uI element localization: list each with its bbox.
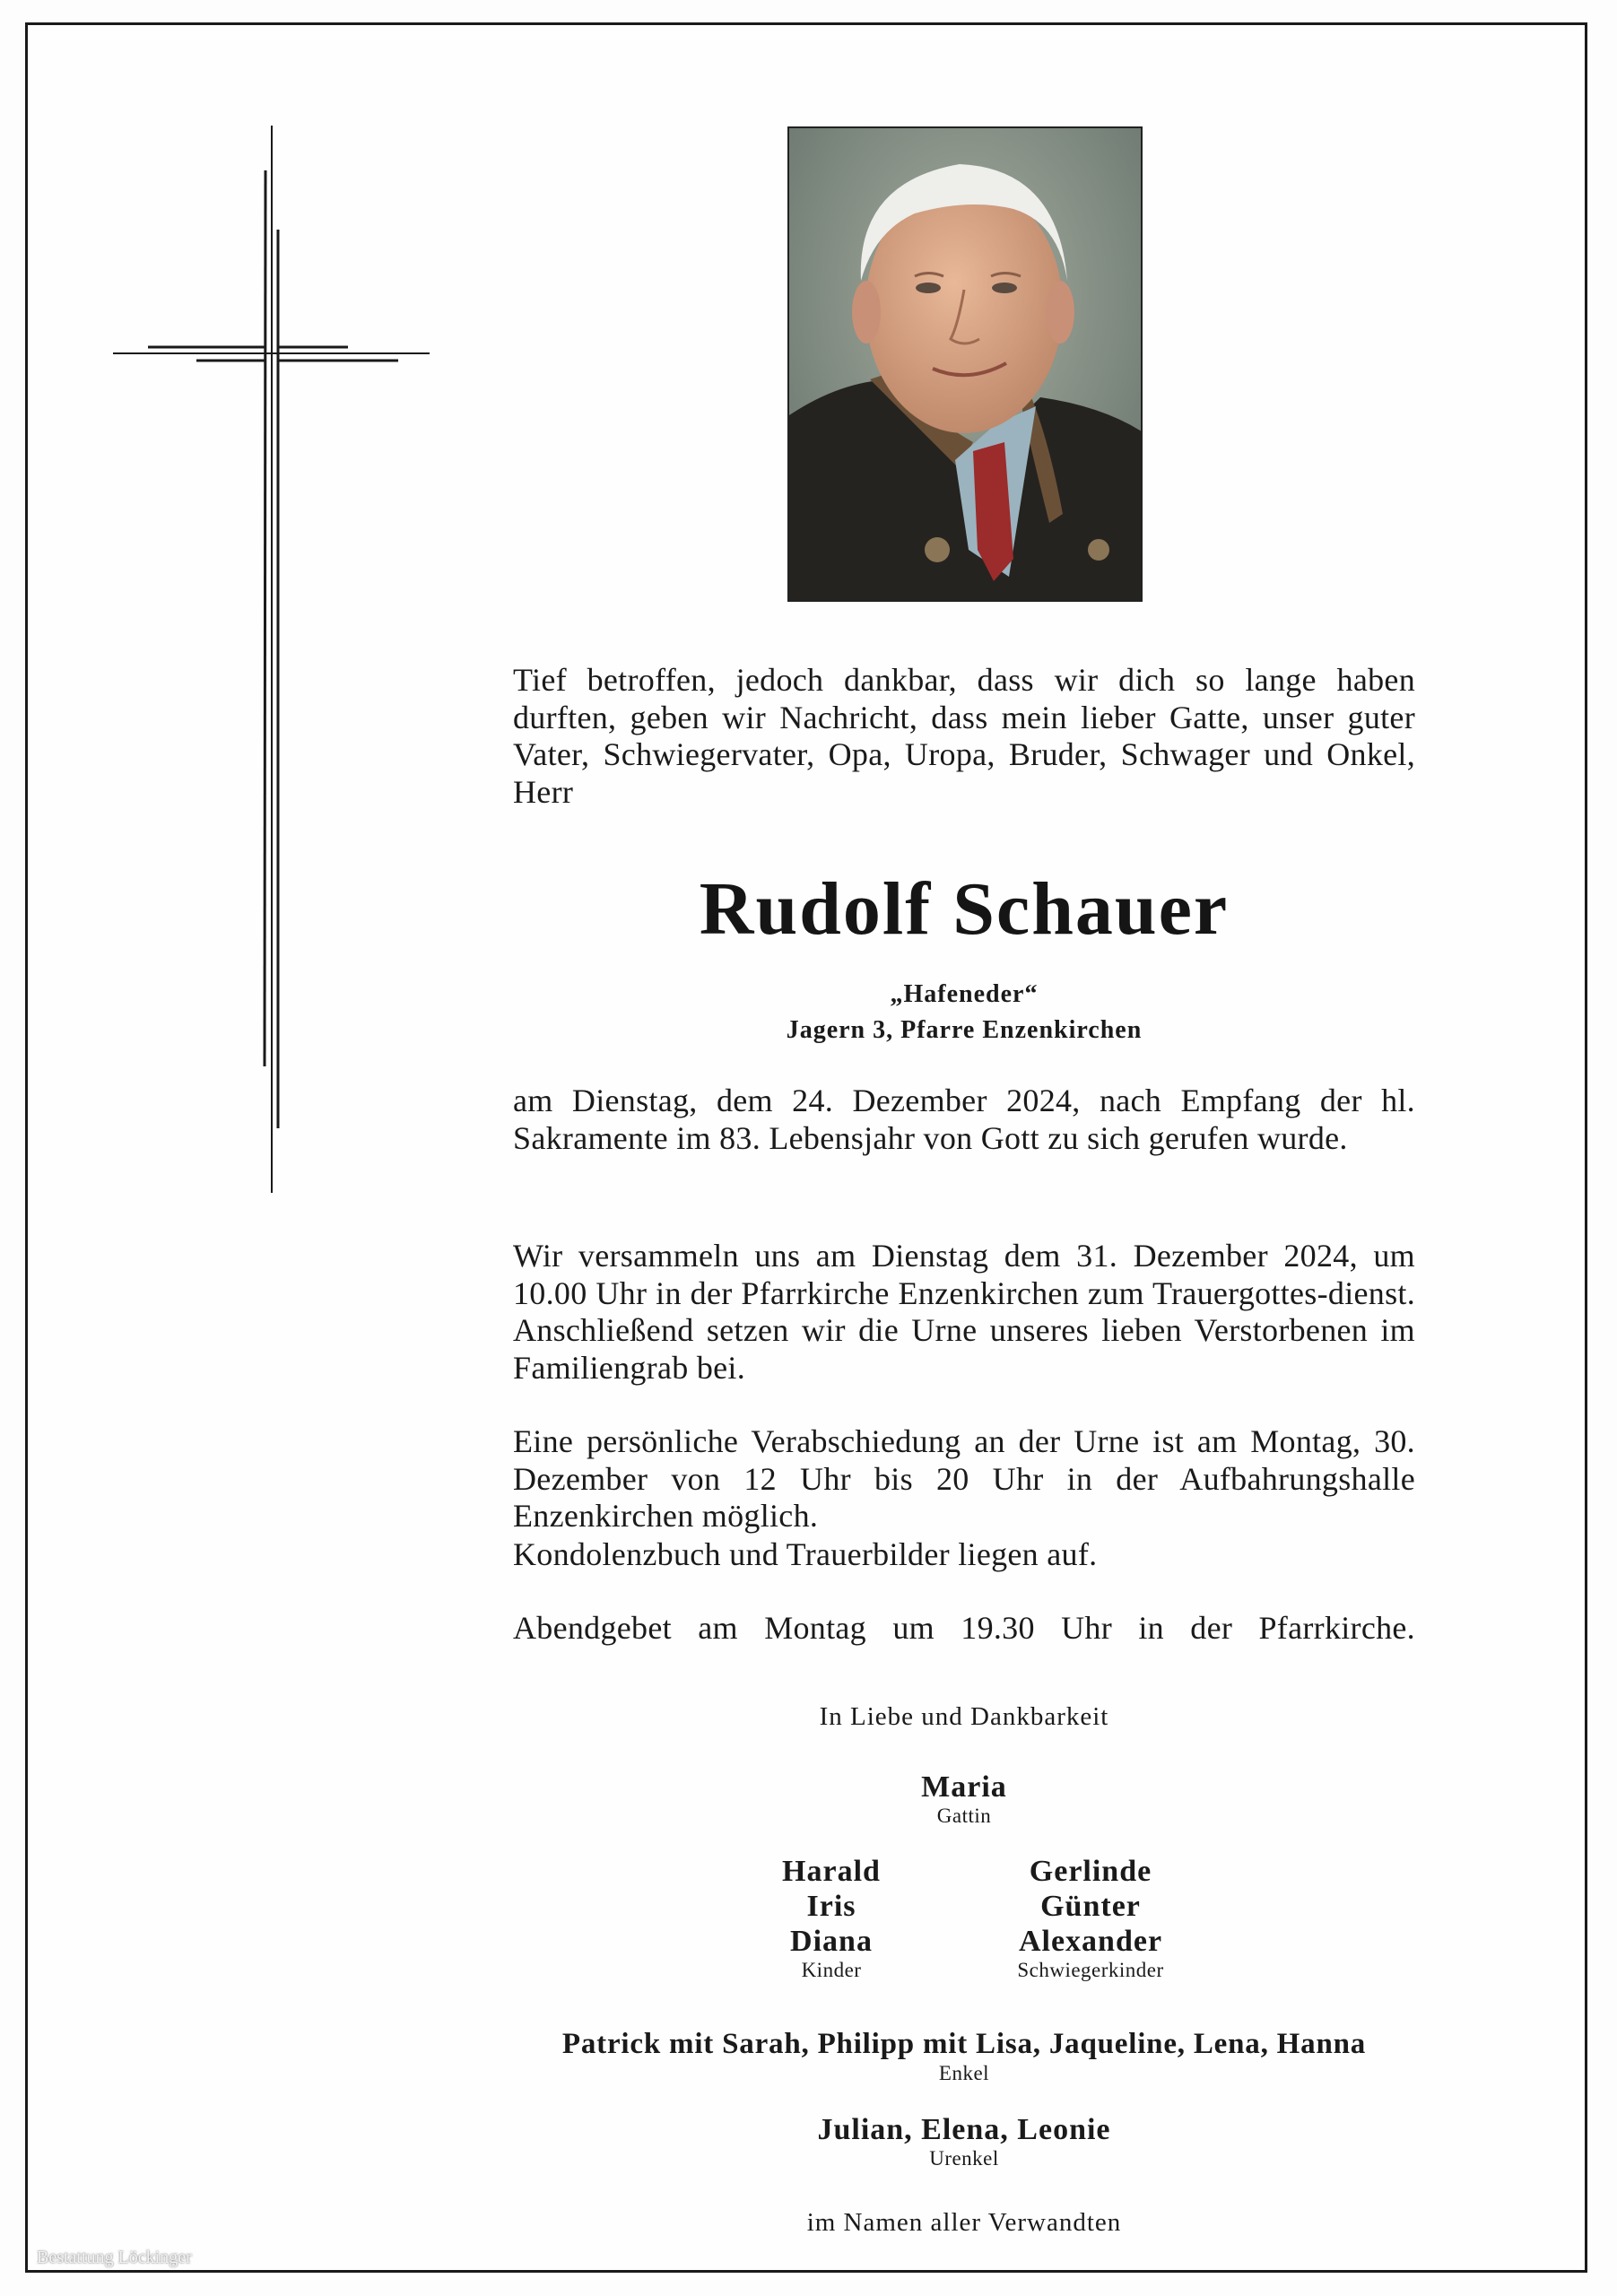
child-in-law-name: Gerlinde	[1029, 1855, 1152, 1888]
children-in-law-role: Schwiegerkinder	[1017, 1959, 1164, 1981]
evening-prayer-info: Abendgebet am Montag um 19.30 Uhr in der Pfarrkirche.	[513, 1610, 1415, 1646]
child-in-law-name: Alexander	[1018, 1925, 1163, 1958]
children-block	[697, 1854, 966, 1982]
portrait-photo	[787, 126, 1143, 602]
condolence-info: Kondolenzbuch und Trauerbilder liegen auf.	[513, 1536, 1098, 1572]
child-name: Harald	[782, 1855, 881, 1888]
closing-line: In Liebe und Dankbarkeit	[819, 1702, 1109, 1731]
deceased-address: Jagern 3, Pfarre Enzenkirchen	[786, 1016, 1143, 1044]
child-name: Diana	[790, 1925, 873, 1958]
spouse-name: Maria	[921, 1770, 1007, 1804]
funeral-service-info: Wir versammeln uns am Dienstag dem 31. Dezember 2024, um 10.00 Uhr in der Pfarrkirche Enzenkirchen zum Trauergottes-dienst. Anschließend setzen wir die Urne unseres lieben Verstorbenen im Familiengrab bei.	[513, 1238, 1415, 1386]
child-name: Iris	[806, 1890, 856, 1923]
funeral-home-label: Bestattung Löckinger	[37, 2248, 192, 2267]
death-announcement: am Dienstag, dem 24. Dezember 2024, nach Empfang der hl. Sakramente im 83. Lebensjahr von Gott zu sich gerufen wurde.	[513, 1083, 1415, 1156]
great-grandchildren-role: Urenkel	[929, 2147, 999, 2170]
great-grandchildren-names: Julian, Elena, Leonie	[817, 2113, 1111, 2146]
intro-text: Tief betroffen, jedoch dankbar, dass wir dich so lange haben durften, geben wir Nachricht, dass mein lieber Gatte, unser guter Vater, Schwiegervater, Opa, Uropa, Bruder, Schwager und Onkel, Herr	[513, 662, 1415, 810]
children-role: Kinder	[801, 1959, 862, 1981]
child-in-law-name: Günter	[1040, 1890, 1141, 1923]
relatives-line: im Namen aller Verwandten	[806, 2208, 1122, 2237]
deceased-alias: „Hafeneder“	[890, 980, 1039, 1008]
grandchildren-block	[513, 2027, 1415, 2085]
farewell-info: Eine persönliche Verabschiedung an der Urne ist am Montag, 30. Dezember von 12 Uhr bis 20 Uhr in der Aufbahrungshalle Enzenkirchen möglich.	[513, 1423, 1415, 1534]
deceased-name: Rudolf Schauer	[699, 867, 1230, 951]
cross-icon	[28, 25, 476, 1281]
grandchildren-role: Enkel	[938, 2062, 990, 2084]
grandchildren-names: Patrick mit Sarah, Philipp mit Lisa, Jaqueline, Lena, Hanna	[561, 2028, 1367, 2060]
spouse-role: Gattin	[936, 1805, 992, 1827]
great-grandchildren-block	[513, 2112, 1415, 2170]
children-in-law-block	[956, 1854, 1225, 1982]
portrait-image	[789, 128, 1143, 602]
spouse-block	[513, 1770, 1415, 1828]
